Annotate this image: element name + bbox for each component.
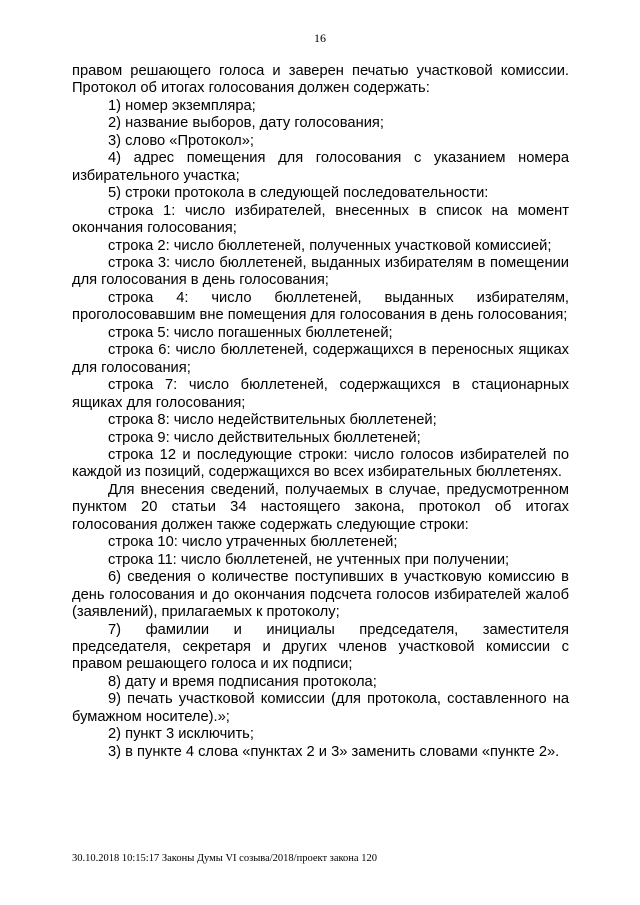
paragraph: 4) адрес помещения для голосования с указанием номера избирательного участка; [72,150,569,184]
paragraph: строка 10: число утраченных бюллетеней; [108,534,398,551]
paragraph: 3) в пункте 4 слова «пунктах 2 и 3» заменить словами «пункте 2». [108,743,560,760]
paragraph: строка 9: число действительных бюллетеней; [108,429,421,446]
paragraph: строка 3: число бюллетеней, выданных избирателям в помещении для голосования в день голосования; [72,254,569,289]
paragraph: 1) номер экземпляра; [108,97,256,114]
paragraph: 2) название выборов, дату голосования; [108,115,384,132]
document-body [72,63,569,761]
paragraph: 6) сведения о количестве поступивших в участковую комиссию в день голосования и до окончания подсчета голосов избирателей жалоб (заявлений), прилагаемых к протоколу; [72,569,569,621]
paragraph: строка 11: число бюллетеней, не учтенных при получении; [108,551,510,568]
paragraph: строка 7: число бюллетеней, содержащихся в стационарных ящиках для голосования; [72,377,569,411]
paragraph: 7) фамилии и инициалы председателя, заместителя председателя, секретаря и других членов участковой комиссии с правом решающего голоса и их подписи; [72,621,569,673]
paragraph: строка 12 и последующие строки: число голосов избирателей по каждой из позиций, содержащихся во всех избирательных бюллетенях. [72,446,569,481]
paragraph: строка 1: число избирателей, внесенных в список на момент окончания голосования; [72,202,569,237]
paragraph: 9) печать участковой комиссии (для протокола, составленного на бумажном носителе).»; [72,691,569,725]
page-number: 16 [314,31,326,45]
paragraph: строка 5: число погашенных бюллетеней; [108,324,393,341]
paragraph: Для внесения сведений, получаемых в случае, предусмотренном пунктом 20 статьи 34 настоящего закона, протокол об итогах голосования должен также содержать следующие строки: [72,481,569,533]
paragraph: 3) слово «Протокол»; [108,132,254,149]
paragraph: строка 4: число бюллетеней, выданных избирателям, проголосовавшим вне помещения для голосования в день голосования; [72,289,569,324]
paragraph: строка 8: число недействительных бюллетеней; [108,412,437,429]
paragraph: 5) строки протокола в следующей последовательности: [108,185,489,202]
paragraph: 2) пункт 3 исключить; [108,726,254,743]
paragraph: строка 6: число бюллетеней, содержащихся в переносных ящиках для голосования; [72,342,569,376]
page-footer: 30.10.2018 10:15:17 Законы Думы VI созыва/2018/проект закона 120 [72,853,377,864]
paragraph: строка 2: число бюллетеней, полученных участковой комиссией; [108,237,552,254]
paragraph: 8) дату и время подписания протокола; [108,673,377,690]
paragraph: правом решающего голоса и заверен печатью участковой комиссии. Протокол об итогах голосования должен содержать: [72,63,569,97]
